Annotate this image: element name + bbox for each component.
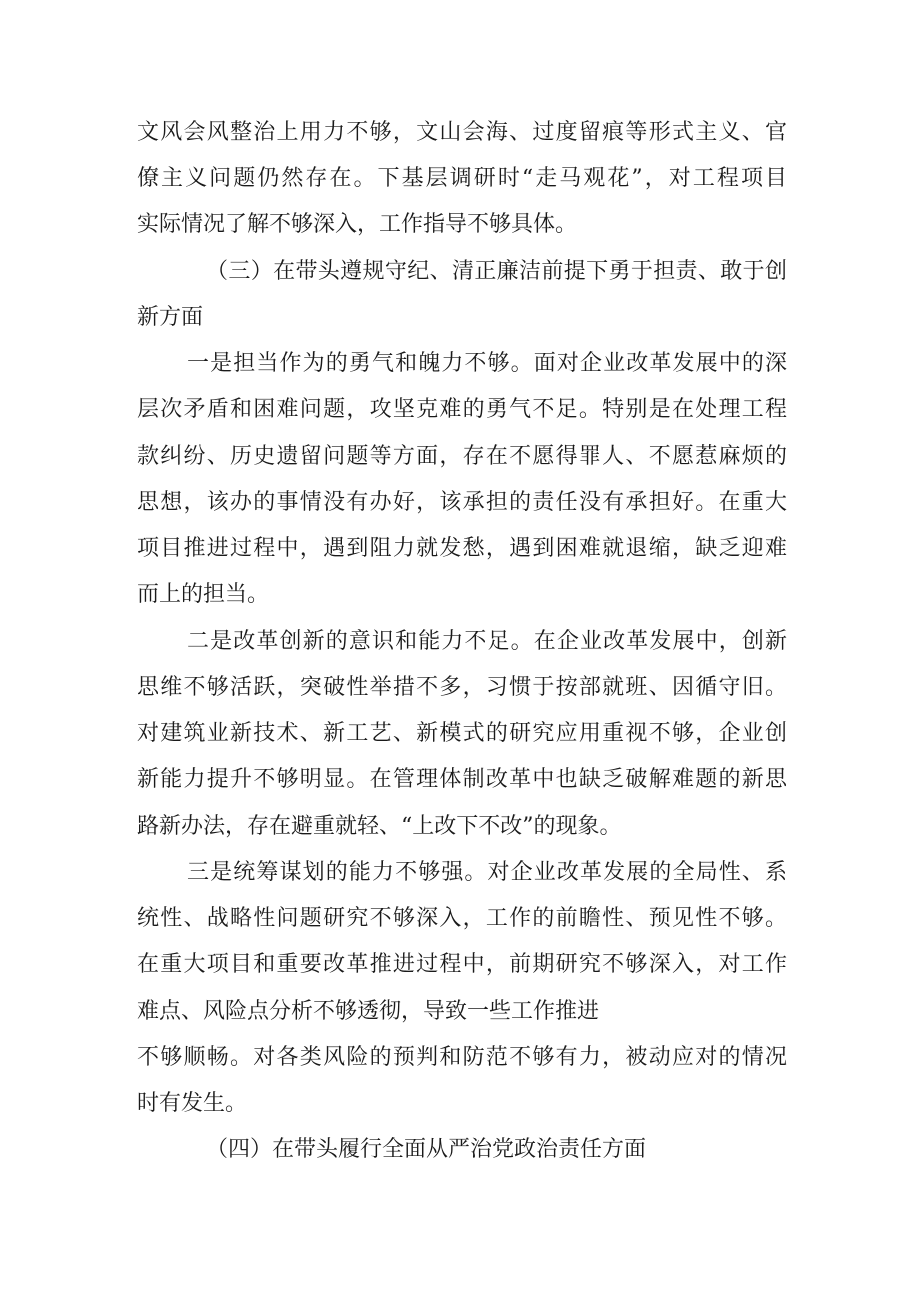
body-text-line: 文风会风整治上用力不够，文山会海、过度留痕等形式主义、官 — [137, 120, 787, 145]
body-text-line: 时有发生。 — [137, 1091, 248, 1116]
body-text-line: 对建筑业新技术、新工艺、新模式的研究应用重视不够，企业创 — [137, 721, 787, 746]
body-text-line: 一是担当作为的勇气和魄力不够。面对企业改革发展中的深 — [187, 351, 787, 376]
body-text-line: 新能力提升不够明显。在管理体制改革中也缺乏破解难题的新思 — [137, 767, 787, 792]
body-text-line: 项目推进过程中，遇到阻力就发愁，遇到困难就退缩，缺乏迎难 — [137, 536, 787, 561]
body-text-line: 路新办法，存在避重就轻、“上改下不改”的现象。 — [137, 814, 622, 839]
section-heading: （四）在带头履行全面从严治党政治责任方面 — [206, 1137, 647, 1162]
section-heading: （三）在带头遵规守纪、清正廉洁前提下勇于担责、敢于创 — [206, 259, 787, 284]
body-text-line: 不够顺畅。对各类风险的预判和防范不够有力，被动应对的情况 — [137, 1045, 787, 1070]
body-text-line: 思想，该办的事情没有办好，该承担的责任没有承担好。在重大 — [137, 490, 787, 515]
body-text-line: 二是改革创新的意识和能力不足。在企业改革发展中，创新 — [187, 629, 787, 654]
body-text-line: 实际情况了解不够深入，工作指导不够具体。 — [137, 212, 578, 237]
body-text-line: 统性、战略性问题研究不够深入，工作的前瞻性、预见性不够。 — [137, 906, 787, 931]
body-text-line: 思维不够活跃，突破性举措不多，习惯于按部就班、因循守旧。 — [137, 675, 787, 700]
body-text-line: 款纠纷、历史遗留问题等方面，存在不愿得罪人、不愿惹麻烦的 — [137, 444, 787, 469]
body-text-line: 在重大项目和重要改革推进过程中，前期研究不够深入，对工作 — [137, 952, 787, 977]
section-heading: 新方面 — [137, 305, 204, 330]
body-text-line: 僚主义问题仍然存在。下基层调研时“走马观花”，对工程项目 — [137, 166, 787, 191]
body-text-line: 难点、风险点分析不够透彻，导致一些工作推进 — [137, 999, 600, 1024]
body-text-line: 而上的担当。 — [137, 582, 270, 607]
body-text-line: 层次矛盾和困难问题，攻坚克难的勇气不足。特别是在处理工程 — [137, 397, 787, 422]
body-text-line: 三是统筹谋划的能力不够强。对企业改革发展的全局性、系 — [187, 860, 787, 885]
